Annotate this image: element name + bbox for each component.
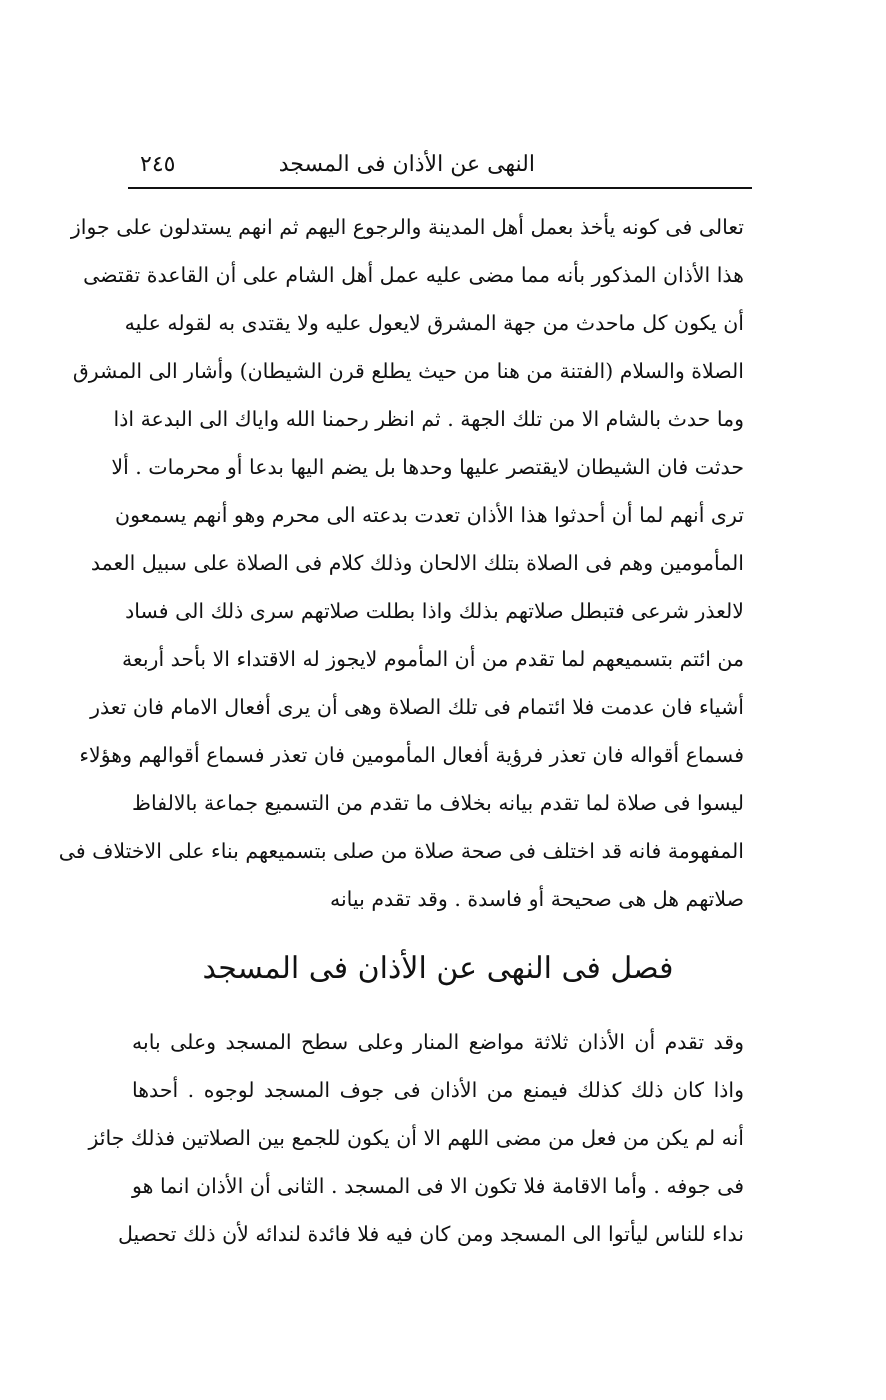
running-title: النهى عن الأذان فى المسجد [278,152,535,177]
paragraph-2 [88,1018,744,1258]
text-line: واذا كان ذلك كذلك فيمنع من الأذان فى جوف المسجد لوجوه . أحدها [132,1078,744,1102]
text-line: ليسوا فى صلاة لما تقدم بيانه بخلاف ما تقدم من التسميع جماعة بالالفاظ [132,791,744,815]
text-line: أنه لم يكن من فعل من مضى اللهم الا أن يكون للجمع بين الصلاتين فذلك جائز [88,1126,744,1150]
text-line: أن يكون كل ماحدث من جهة المشرق لايعول عليه ولا يقتدى به لقوله عليه [124,311,744,335]
text-line: لالعذر شرعى فتبطل صلاتهم بذلك واذا بطلت صلاتهم سرى ذلك الى فساد [125,599,744,623]
text-line: الصلاة والسلام (الفتنة من هنا من حيث يطلع قرن الشيطان) وأشار الى المشرق [72,359,744,383]
text-line: وما حدث بالشام الا من تلك الجهة . ثم انظر رحمنا الله واياك الى البدعة اذا [113,407,744,431]
page-header [130,150,750,186]
text-line: ترى أنهم لما أن أحدثوا هذا الأذان تعدت بدعته الى محرم وهو أنهم يسمعون [115,503,744,527]
text-line: فسماع أقواله فان تعذر فرؤية أفعال المأمومين فان تعذر فسماع أقوالهم وهؤلاء [79,743,744,767]
text-line: نداء للناس ليأتوا الى المسجد ومن كان فيه فلا فائدة لندائه لأن ذلك تحصيل [118,1222,744,1246]
text-line: هذا الأذان المذكور بأنه مما مضى عليه عمل أهل الشام على أن القاعدة تقتضى [83,263,744,287]
header-rule [128,187,752,189]
text-line: المفهومة فانه قد اختلف فى صحة صلاة من صلى بتسميعهم بناء على الاختلاف فى [58,839,744,863]
text-line: المأمومين وهم فى الصلاة بتلك الالحان وذلك كلام فى الصلاة على سبيل العمد [90,551,744,575]
paragraph-1 [58,203,744,923]
page-number: ٢٤٥ [140,152,176,177]
text-line: تعالى فى كونه يأخذ بعمل أهل المدينة والرجوع اليهم ثم انهم يستدلون على جواز [70,215,744,239]
section-heading: فصل فى النهى عن الأذان فى المسجد [202,951,674,986]
text-line: فى جوفه . وأما الاقامة فلا تكون الا فى المسجد . الثانى أن الأذان انما هو [132,1174,744,1198]
text-line: صلاتهم هل هى صحيحة أو فاسدة . وقد تقدم بيانه [329,887,744,911]
text-line: وقد تقدم أن الأذان ثلاثة مواضع المنار وعلى سطح المسجد وعلى بابه [132,1030,744,1054]
text-line: من ائتم بتسميعهم لما تقدم من أن المأموم لايجوز له الاقتداء الا بأحد أربعة [121,647,744,671]
text-line: حدثت فان الشيطان لايقتصر عليها وحدها بل يضم اليها بدعا أو محرمات . ألا [111,455,744,479]
text-line: أشياء فان عدمت فلا ائتمام فى تلك الصلاة وهى أن يرى أفعال الامام فان تعذر [90,695,744,719]
